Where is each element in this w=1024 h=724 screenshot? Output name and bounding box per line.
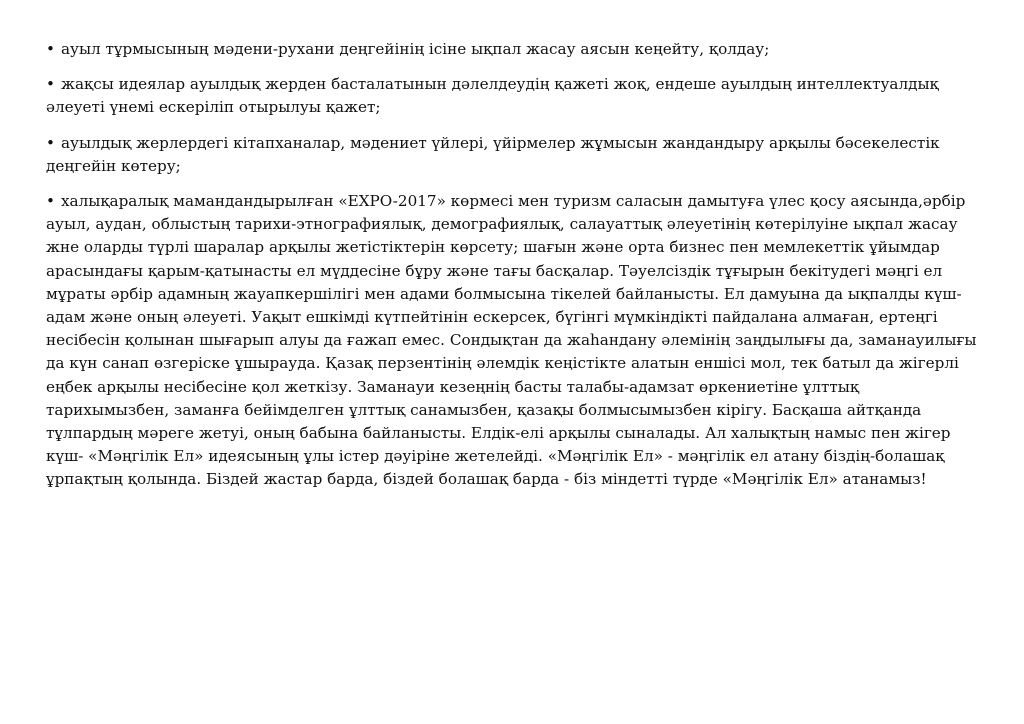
document-page [44,38,980,504]
paragraph-2 [44,73,980,119]
paragraph-4-text: халықаралық мамандандырылған «EXPO-2017» көрмесі мен туризм саласын дамытуға үлес қосу аясында,әрбір ауыл, аудан, облыстың тарихи-этнографиялық, демографиялық, салауаттық әлеуетінің көтерілуіне ықпал жасау жне оларды түрлі шаралар арқылы жетістіктерін көрсету; шағын және орта бизнес пен мемлекеттік ұйымдар арасындағы қарым-қатынасты ел мүддесіне бұру және тағы басқалар. Тәуелсіздік тұғырын бекітудегі мәңгі ел мұраты әрбір адамның жауапкершілігі мен адами болмысына тікелей байланысты. Ел дамуына да ықпалды күш- адам және оның әлеуеті. Уақыт ешкімді күтпейтінін ескерсек, бүгінгі мүмкіндікті пайдалана алмаған, ертеңгі несібесін қолынан шығарып алуы да ғажап емес. Сондықтан да жаһандану әлемінің заңдылығы да, заманауилығы да күн санап өзгеріске ұшырауда. Қазақ перзентінің әлемдік кеңістікте алатын еншісі мол, тек батыл да жігерлі еңбек арқылы несібесіне қол жеткізу. Заманауи кезеңнің басты талабы-адамзат өркениетіне ұлттық тарихымызбен, заманға бейімделген ұлттық санамызбен, қазақы болмысымызбен кірігу. Басқаша айтқанда тұлпардың мәреге жетуі, оның бабына байланысты. Елдік-елі арқылы сыналады. Ал халықтың намыс пен жігер күш- «Мәңгілік Ел» идеясының ұлы істер дәуіріне жетелейді. «Мәңгілік Ел» - мәңгілік ел атану біздің-болашақ ұрпақтың қолында. Біздей жастар барда, біздей болашақ барда - біз міндетті түрде «Мәңгілік Ел» атанамыз! [46,192,977,489]
paragraph-2-text: жақсы идеялар ауылдық жерден басталатынын дәлелдеудің қажеті жоқ, ендеше ауылдың интеллектуалдық әлеуеті үнемі ескеріліп отырылуы қажет; [46,75,939,117]
paragraph-4 [44,190,980,492]
bullet-icon: • [46,40,55,58]
bullet-icon: • [46,192,55,211]
paragraph-1 [44,38,980,61]
bullet-icon: • [46,133,55,152]
paragraph-1-text: ауыл тұрмысының мәдени-рухани деңгейінің ісіне ықпал жасау аясын кеңейту, қолдау; [60,40,770,58]
paragraph-3-text: ауылдық жерлердегі кітапханалар, мәдениет үйлері, үйірмелер жұмысын жандандыру арқылы бәсекелестік деңгейін көтеру; [46,133,940,175]
paragraph-3 [44,132,980,178]
bullet-icon: • [46,75,55,94]
